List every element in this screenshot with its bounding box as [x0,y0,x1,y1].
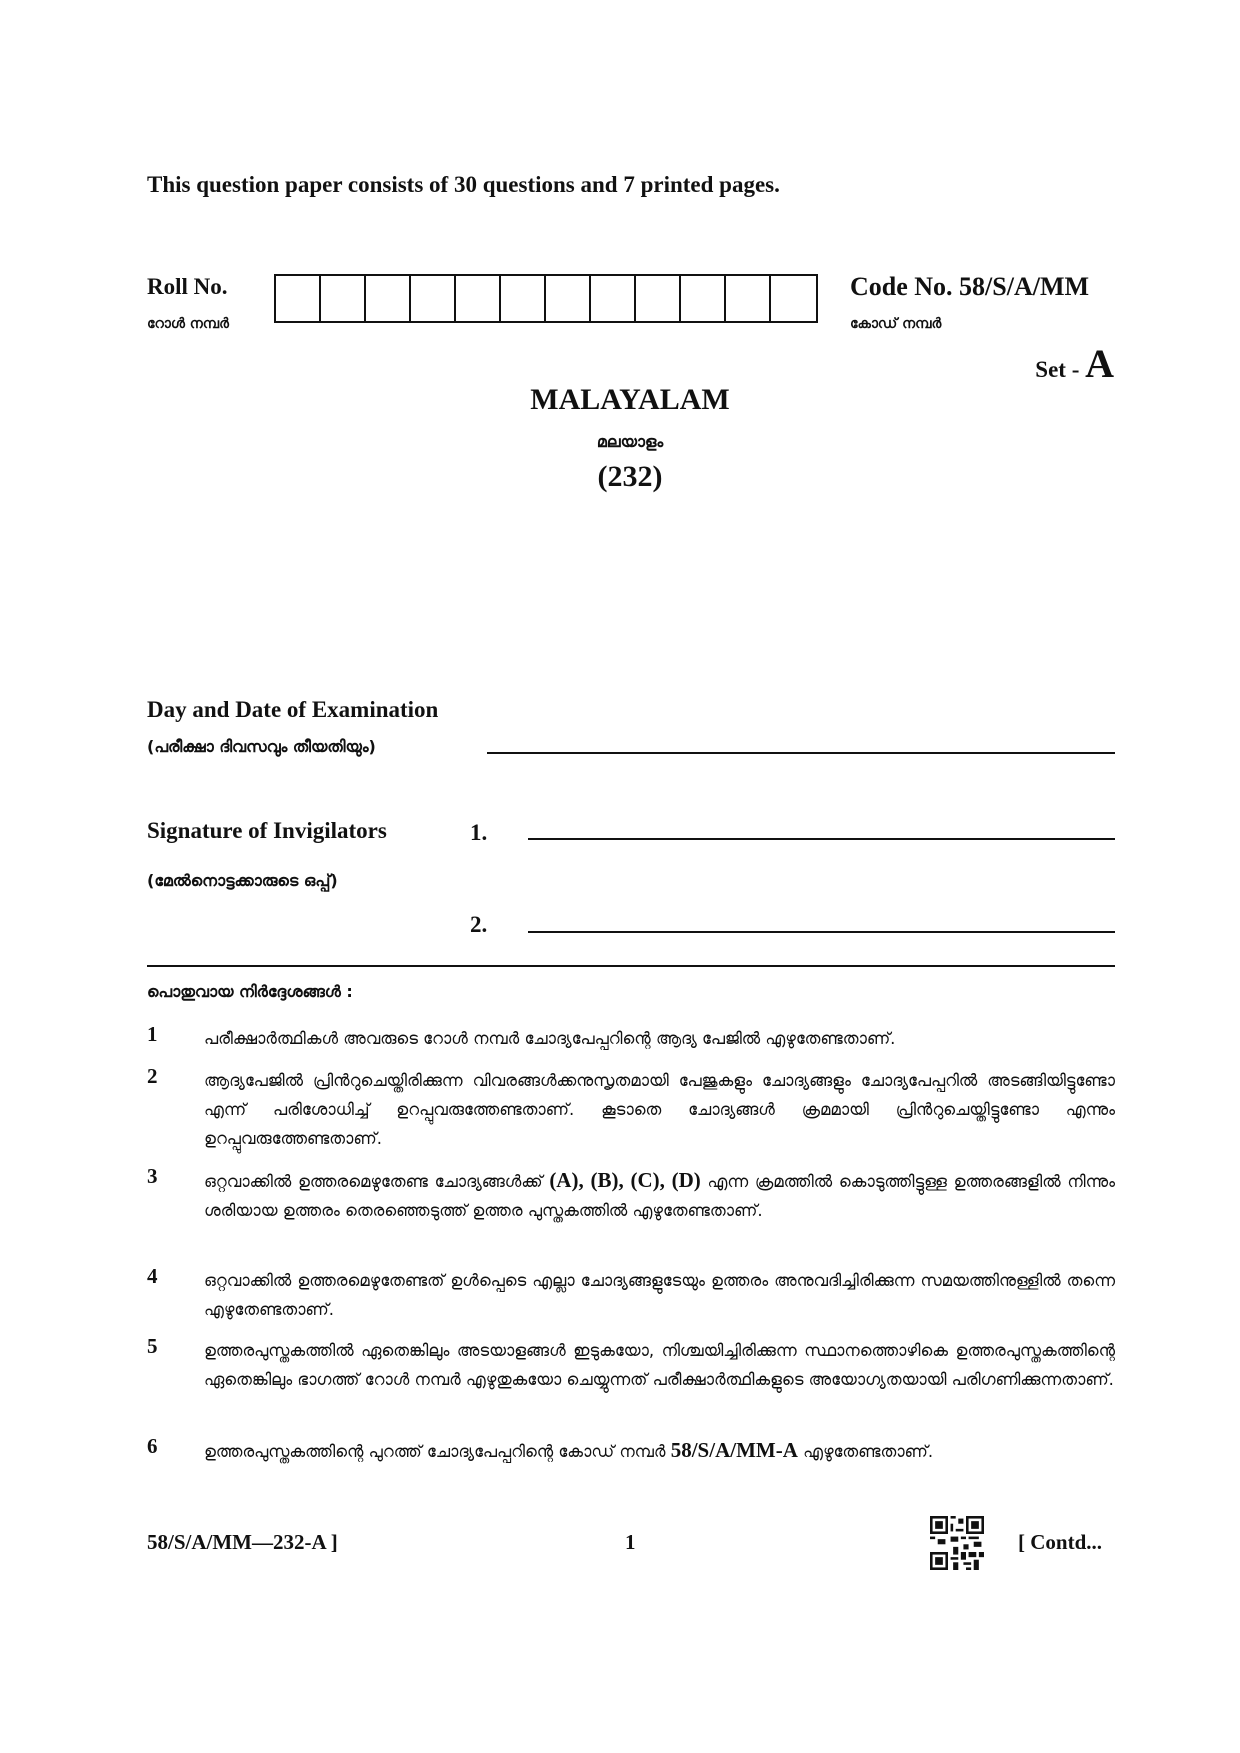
continued-label: [ Contd... [1018,1530,1103,1554]
paper-intro: This question paper consists of 30 questions and 7 printed pages. [147,172,780,197]
roll-number-box[interactable] [366,276,411,321]
section-divider [147,965,1115,967]
roll-number-box[interactable] [726,276,771,321]
roll-number-box[interactable] [456,276,501,321]
roll-number-box[interactable] [771,276,816,321]
subject-code: (232) [597,460,663,493]
instructions-heading: പൊതുവായ നിർദ്ദേശങ്ങൾ : [147,982,353,1001]
instruction-text: ഒറ്റവാക്കിൽ ഉത്തരമെഴുതേണ്ടത് ഉൾപ്പെടെ എല്ലാ ചോദ്യങ്ങളുടേയും ഉത്തരം അനുവദിച്ചിരിക്കുന്ന സമയത്തിനുള്ളിൽ തന്നെ എഴുതേണ്ടതാണ്. [204,1271,1115,1319]
roll-number-box[interactable] [411,276,456,321]
exam-date-label-ml: (പരീക്ഷാ ദിവസവും തീയതിയും) [147,737,376,756]
invigilator-signature-label: Signature of Invigilators [147,818,387,843]
signature-number-1: 1. [470,820,488,845]
instruction-number: 4 [147,1264,158,1288]
exam-date-field[interactable] [487,752,1115,754]
page-number: 1 [625,1530,636,1554]
instruction-number: 1 [147,1022,158,1046]
instruction-text-part: ഉത്തരപുസ്തകത്തിന്റെ പുറത്ത് ചോദ്യപേപ്പറിന്റെ കോഡ് നമ്പർ [204,1442,671,1461]
roll-number-boxes[interactable] [274,274,818,323]
instruction-text [204,1166,1115,1225]
instruction-text: പരീക്ഷാർത്ഥികൾ അവരുടെ റോൾ നമ്പർ ചോദ്യപേപ്പറിന്റെ ആദ്യ പേജിൽ എഴുതേണ്ടതാണ്. [204,1029,896,1048]
roll-number-box[interactable] [276,276,321,321]
subject-title-ml: മലയാളം [596,432,664,451]
instruction-number: 3 [147,1164,158,1188]
roll-number-box[interactable] [681,276,726,321]
signature-field-1[interactable] [528,838,1115,840]
code-number-label-ml: കോഡ് നമ്പർ [850,316,942,332]
instruction-number: 6 [147,1434,158,1458]
qr-code-icon [930,1516,984,1570]
instruction-text [204,1436,1115,1466]
code-number-label: Code No. 58/S/A/MM [850,272,1090,301]
instruction-text-part: എഴുതേണ്ടതാണ്. [797,1442,934,1461]
instruction-text: ഉത്തരപുസ്തകത്തിൽ ഏതെങ്കിലും അടയാളങ്ങൾ ഇടുകയോ, നിശ്ചയിച്ചിരിക്കുന്ന സ്ഥാനത്തൊഴികെ ഉത്തരപുസ്തകത്തിന്റെ ഏതെങ്കിലും ഭാഗത്ത് റോൾ നമ്പർ എഴുതുകയോ ചെയ്യുന്നത് പരീക്ഷാർത്ഥികളുടെ അയോഗ്യതയായി പരിഗണിക്കുന്നതാണ്. [204,1341,1115,1389]
roll-number-label: Roll No. [147,274,228,299]
instruction-number: 2 [147,1064,158,1088]
set-letter: A [1085,341,1114,386]
instruction-text: ആദ്യപേജിൽ പ്രിൻറുചെയ്തിരിക്കുന്ന വിവരങ്ങൾക്കനുസൃതമായി പേജുകളും ചോദ്യങ്ങളും ചോദ്യപേപ്പറിൽ അടങ്ങിയിട്ടുണ്ടോ എന്ന് പരിശോധിച്ച് ഉറപ്പുവരുത്തേണ്ടതാണ്. കൂടാതെ ചോദ്യങ്ങൾ ക്രമമായി പ്രിൻറുചെയ്തിട്ടുണ്ടോ എന്നും ഉറപ്പുവരുത്തേണ്ടതാണ്. [204,1071,1115,1148]
exam-date-label: Day and Date of Examination [147,697,439,722]
roll-number-box[interactable] [636,276,681,321]
roll-number-box[interactable] [501,276,546,321]
roll-number-label-ml: റോൾ നമ്പർ [147,316,229,332]
subject-title: MALAYALAM [530,383,730,416]
signature-number-2: 2. [470,912,488,937]
roll-number-box[interactable] [591,276,636,321]
footer-code: 58/S/A/MM—232-A ] [147,1530,338,1554]
set-label [1035,340,1114,387]
roll-number-box[interactable] [321,276,366,321]
instruction-text-part: എന്ന ക്രമത്തിൽ കൊടുത്തിട്ടുള്ള ഉത്തരങ്ങളിൽ നിന്നും ശരിയായ ഉത്തരം തെരഞ്ഞെടുത്ത് ഉത്തര പുസ്തകത്തിൽ എഴുതേണ്ടതാണ്. [204,1172,1115,1220]
instruction-text-part: ഒറ്റവാക്കിൽ ഉത്തരമെഴുതേണ്ട ചോദ്യങ്ങൾക്ക് [204,1172,550,1191]
set-prefix: Set - [1035,357,1086,382]
answer-options: (A), (B), (C), (D) [549,1168,701,1192]
instruction-number: 5 [147,1334,158,1358]
paper-code: 58/S/A/MM-A [670,1438,798,1462]
invigilator-signature-label-ml: (മേൽനൊട്ടക്കാരുടെ ഒപ്പ്) [147,871,338,890]
signature-field-2[interactable] [528,931,1115,933]
roll-number-box[interactable] [546,276,591,321]
